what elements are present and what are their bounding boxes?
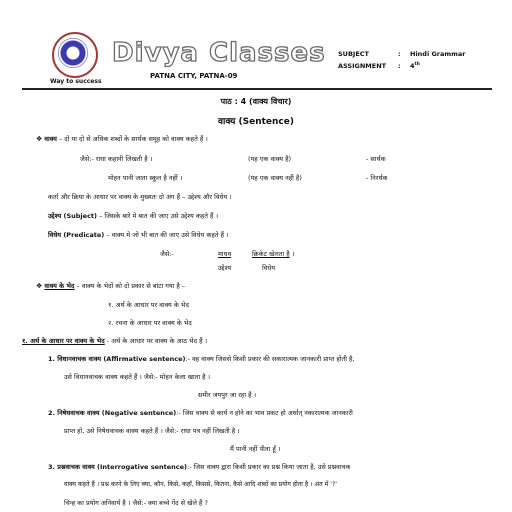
point2-line	[48, 410, 353, 417]
point3-cont2: चिन्ह का प्रयोग अनिवार्य है । जैसे:- क्या बच्चे गेंद से खेले हैं ?	[64, 499, 208, 507]
point1-line	[48, 356, 354, 363]
assignment-colon: :	[398, 62, 401, 70]
example3-predicate-tag: विधेय	[262, 264, 276, 272]
example3-label: जैसे:-	[160, 250, 174, 258]
types-line	[36, 283, 185, 290]
types-term: वाक्य के भेद	[44, 282, 75, 290]
example3-subject-tag: उद्देश्य	[218, 264, 232, 272]
subject-term: उद्देश्य (Subject)	[48, 212, 98, 220]
subject-value: Hindi Grammar	[410, 50, 466, 58]
point1-cont: उसे विधानवाचक वाक्य कहते हैं । जैसे:- मोहन केला खाता है ।	[64, 373, 211, 381]
bullet-icon: ❖	[36, 135, 43, 143]
subject-text: – जिसके बारे मे बात की जाए उसे उद्देश्य कहते हैं ।	[97, 212, 219, 220]
subject-line	[48, 213, 218, 220]
header-divider	[22, 88, 492, 90]
predicate-term: विधेय (Predicate)	[48, 231, 105, 239]
point2-text: :- जिस वाक्य से कार्य न होने का भाव प्रकट हो अर्थात् नकारात्मक जानकारी	[176, 409, 353, 417]
example1-tag: - सार्थक	[366, 155, 386, 163]
tagline: Way to success	[50, 78, 102, 85]
point2-term: 2. निषेधवाचक वाक्य (Negative sentence)	[48, 409, 177, 417]
point2-example: मैं पानी नहीं पीता हूँ ।	[230, 445, 281, 453]
example2-note: (यह एक वाक्य नहीं है)	[248, 174, 302, 182]
example2-tag: - निरर्थक	[366, 174, 388, 182]
point2-cont: प्राप्त हो, उसे निषेधवाचक वाक्य कहते हैं । जैसे:- राधा पत्र नहीं लिखती है ।	[64, 427, 240, 435]
lesson-title: पाठ : 4 (वाक्य विचार)	[220, 97, 292, 106]
example1-note: (यह एक वाक्य है)	[248, 155, 292, 163]
section1-term: १. अर्थ के आधार पर वाक्य के भेद	[22, 337, 105, 345]
predicate-text: – वाक्य मे जो भी बात की जाए उसे विधेय कहते हैं ।	[104, 231, 229, 239]
parts-line: कर्ता और क्रिया के आधार पर वाक्य के मुख्यतः दो अंग हैं – उद्देश्य और विधेय ।	[48, 193, 232, 201]
point3-line	[48, 464, 351, 471]
section1-text: - अर्थ के आधार पर वाक्य के आठ भेद हैं ।	[104, 337, 208, 345]
type-item-2: २. रचना के आधार पर वाक्य के भेद	[108, 319, 192, 327]
example3-predicate: क्रिकेट खेलता है ।	[252, 250, 295, 258]
example1-sentence: जैसे:- राधा कहानी लिखती है ।	[80, 155, 153, 163]
brand-title: Divya Classes	[112, 38, 326, 68]
predicate-line	[48, 232, 229, 239]
type-item-1: १. अर्थ के आधार पर वाक्य के भेद	[108, 301, 189, 309]
bullet-icon: ❖	[36, 282, 43, 290]
assignment-value: 4th	[410, 62, 420, 71]
section1-heading	[22, 338, 207, 345]
definition-line	[36, 136, 208, 143]
logo-emblem-icon	[58, 38, 88, 68]
subject-colon: :	[398, 50, 401, 58]
point3-text: :- जिस वाक्य द्वारा किसी प्रकार का प्रश्न किया जाता है, उसे प्रश्नवाचक	[187, 463, 351, 471]
point1-text: :- वह वाक्य जिससे किसी प्रकार की सकारात्मक जानकारी प्राप्त होती है,	[185, 355, 355, 363]
assignment-label: ASSIGNMENT	[338, 62, 387, 70]
definition-text: – दो या दो से अधिक शब्दों के सार्थक समूह को वाक्य कहते हैं ।	[56, 135, 208, 143]
point3-term: 3. प्रश्नवाचक वाक्य (Interrogative sentence)	[48, 463, 188, 471]
lesson-subtitle: वाक्य (Sentence)	[218, 117, 294, 127]
brand-city: PATNA CITY, PATNA-09	[150, 72, 238, 80]
point1-term: 1. विधानवाचक वाक्य (Affirmative sentence)	[48, 355, 186, 363]
page-header	[0, 0, 512, 90]
example3-subject: माधव	[218, 250, 232, 258]
point3-cont: वाक्य कहते हैं । प्रश्न करने के लिए क्या, कौन, किसे, कहाँ, किससे, कितना, कैसे आदि शब्दों का प्रयोग होता है । अंत में '?'	[64, 481, 337, 488]
example2-sentence: मोहन पानी जाता स्कूल है नहीं ।	[108, 174, 183, 182]
subject-label: SUBJECT	[338, 50, 369, 58]
definition-term: वाक्य	[44, 135, 57, 143]
types-text: – वाक्य के भेदों को दो प्रकार से बांटा गया है –	[74, 282, 186, 290]
point1-example: समीर जयपुर जा रहा है ।	[198, 391, 257, 399]
